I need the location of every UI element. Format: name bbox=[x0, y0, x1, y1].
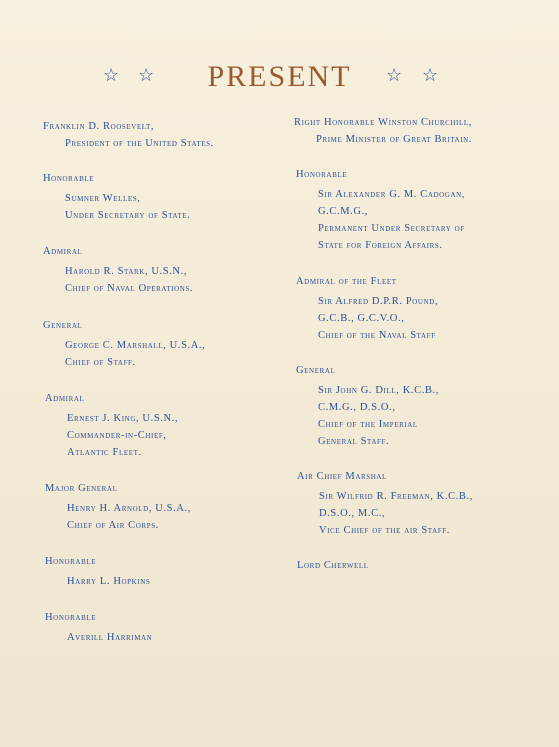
attendee-rank: General bbox=[43, 320, 83, 331]
star-icon: ☆ bbox=[422, 65, 439, 85]
attendee-rank: Air Chief Marshal bbox=[297, 471, 387, 482]
attendee-title: Chief of the Imperial bbox=[318, 419, 418, 430]
attendee-name: Averill Harriman bbox=[67, 632, 153, 643]
attendee-title: Atlantic Fleet. bbox=[67, 447, 142, 458]
attendee-name: Sir Alexander G. M. Cadogan, bbox=[318, 189, 465, 200]
attendee-name: Henry H. Arnold, U.S.A., bbox=[67, 503, 191, 514]
attendee-name: Lord Cherwell bbox=[297, 560, 369, 571]
star-icon: ☆ bbox=[103, 65, 120, 85]
attendee-entry bbox=[297, 468, 473, 539]
attendee-name: Sir John G. Dill, K.C.B., bbox=[318, 385, 439, 396]
attendee-rank: Honorable bbox=[45, 556, 97, 567]
attendee-name: Harold R. Stark, U.S.N., bbox=[65, 266, 188, 277]
attendee-entry bbox=[45, 609, 152, 646]
page-title: PRESENT bbox=[207, 60, 352, 93]
attendee-rank: General bbox=[296, 365, 336, 376]
attendee-title: State for Foreign Affairs. bbox=[318, 240, 443, 251]
attendee-name: Right Honorable Winston Churchill, bbox=[294, 117, 472, 128]
attendee-title: General Staff. bbox=[318, 436, 390, 447]
attendee-rank: Honorable bbox=[296, 169, 348, 180]
attendee-title: Chief of Air Corps. bbox=[67, 520, 159, 531]
attendee-name: Sumner Welles, bbox=[65, 193, 141, 204]
attendee-rank: Honorable bbox=[43, 173, 95, 184]
attendee-entry bbox=[45, 553, 150, 590]
attendee-name: Harry L. Hopkins bbox=[67, 576, 151, 587]
attendee-title: Vice Chief of the air Staff. bbox=[319, 525, 450, 536]
title-row bbox=[0, 60, 559, 100]
attendee-entry bbox=[43, 243, 193, 297]
attendee-rank: Admiral of the Fleet bbox=[296, 276, 397, 287]
attendee-entry bbox=[296, 362, 439, 450]
attendee-title: Under Secretary of State. bbox=[65, 210, 191, 221]
attendee-name: Franklin D. Roosevelt, bbox=[43, 121, 155, 132]
attendee-entry bbox=[296, 166, 465, 254]
attendee-entry bbox=[296, 273, 438, 344]
attendee-title: Commander-in-Chief, bbox=[67, 430, 167, 441]
attendee-title: C.M.G., D.S.O., bbox=[318, 402, 396, 413]
attendee-entry bbox=[45, 480, 191, 534]
attendee-name: Sir Wilfrid R. Freeman, K.C.B., bbox=[319, 491, 473, 502]
attendee-entry bbox=[43, 118, 214, 152]
attendee-title: Permanent Under Secretary of bbox=[318, 223, 465, 234]
attendee-entry bbox=[45, 390, 178, 461]
attendee-rank: Major General bbox=[45, 483, 118, 494]
attendee-title: Prime Minister of Great Britain. bbox=[316, 134, 473, 145]
attendee-entry bbox=[297, 557, 369, 574]
attendee-name: Ernest J. King, U.S.N., bbox=[67, 413, 179, 424]
attendee-title: D.S.O., M.C., bbox=[319, 508, 386, 519]
attendee-rank: Admiral bbox=[43, 246, 83, 257]
attendee-title: President of the United States. bbox=[65, 138, 214, 149]
attendee-title: G.C.M.G., bbox=[318, 206, 369, 217]
attendee-entry bbox=[294, 114, 472, 148]
attendee-title: Chief of the Naval Staff bbox=[318, 330, 436, 341]
attendee-entry bbox=[43, 317, 205, 371]
star-icon: ☆ bbox=[138, 65, 155, 85]
star-icon: ☆ bbox=[386, 65, 403, 85]
attendee-title: Chief of Naval Operations. bbox=[65, 283, 194, 294]
attendee-title: G.C.B., G.C.V.O., bbox=[318, 313, 405, 324]
attendee-entry bbox=[43, 170, 190, 224]
attendee-name: George C. Marshall, U.S.A., bbox=[65, 340, 206, 351]
attendee-title: Chief of Staff. bbox=[65, 357, 136, 368]
attendee-rank: Admiral bbox=[45, 393, 85, 404]
attendee-name: Sir Alfred D.P.R. Pound, bbox=[318, 296, 439, 307]
attendee-rank: Honorable bbox=[45, 612, 97, 623]
